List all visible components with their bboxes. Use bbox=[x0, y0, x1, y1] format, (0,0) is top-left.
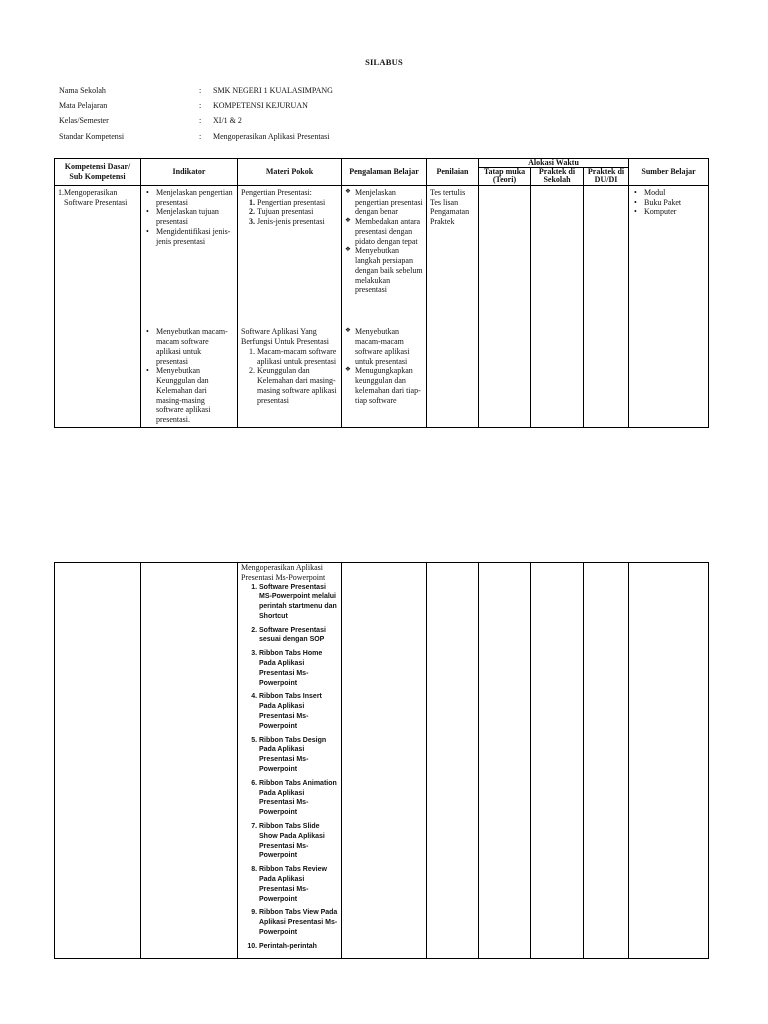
col-header-tatap: Tatap muka (Teori) bbox=[479, 168, 531, 186]
list-item: 10. Perintah-perintah bbox=[259, 942, 338, 952]
col-header-indikator: Indikator bbox=[141, 159, 238, 186]
info-row-standard bbox=[59, 132, 333, 147]
info-label: Mata Pelajaran bbox=[59, 101, 108, 111]
list-item: ❖ Menugungkapkan keunggulan dan kelemahan dari tiap-tiap software bbox=[355, 366, 423, 405]
syllabus-table-continued bbox=[54, 562, 709, 959]
info-value: KOMPETENSI KEJURUAN bbox=[213, 101, 308, 111]
materi-list bbox=[241, 583, 338, 952]
col-header-materi: Materi Pokok bbox=[238, 159, 342, 186]
penilaian-item: Pengamatan bbox=[430, 207, 470, 217]
list-item: • Menyebutkan macam-macam software aplikasi untuk presentasi bbox=[156, 327, 234, 366]
materi-list bbox=[241, 198, 338, 227]
materi-cell bbox=[238, 563, 342, 959]
praktek-sekolah-cell bbox=[531, 185, 584, 325]
col-header-praktek-sekolah: Praktek di Sekolah bbox=[531, 168, 584, 186]
list-item: 2. Keunggulan dan Kelemahan dari masing-masing software aplikasi presentasi bbox=[257, 366, 338, 405]
list-item: ❖ Menyebutkan langkah persiapan dengan baik sebelum melakukan presentasi bbox=[355, 246, 423, 295]
list-item: 1. Software Presentasi MS-Powerpoint melalui perintah startmenu dan Shortcut bbox=[259, 583, 338, 622]
kd-cell bbox=[55, 185, 141, 325]
list-item: • Menjelaskan tujuan presentasi bbox=[156, 207, 234, 227]
list-item: 8. Ribbon Tabs Review Pada Aplikasi Presentasi Ms-Powerpoint bbox=[259, 865, 338, 904]
list-item: 4. Ribbon Tabs Insert Pada Aplikasi Presentasi Ms-Powerpoint bbox=[259, 692, 338, 731]
info-value: SMK NEGERI 1 KUALASIMPANG bbox=[213, 86, 333, 95]
table-row bbox=[55, 563, 709, 959]
praktek-dudi-cell bbox=[584, 185, 629, 325]
sumber-cell bbox=[629, 325, 709, 427]
document-title: SILABUS bbox=[365, 57, 403, 67]
penilaian-cell bbox=[427, 325, 479, 427]
kd-number: 1. bbox=[58, 187, 64, 197]
materi-title: Software Aplikasi Yang Berfungsi Untuk Presentasi bbox=[241, 327, 329, 347]
list-item: 1. Macam-macam software aplikasi untuk presentasi bbox=[257, 347, 338, 367]
info-colon: : bbox=[199, 131, 202, 141]
syllabus-table bbox=[54, 158, 709, 428]
praktek-dudi-cell bbox=[584, 325, 629, 427]
sumber-cell bbox=[629, 563, 709, 959]
kd-item bbox=[58, 188, 137, 208]
indikator-cell bbox=[141, 563, 238, 959]
materi-title: Mengoperasikan Aplikasi Presentasi Ms-Powerpoint bbox=[241, 563, 326, 582]
penilaian-item: Tes lisan bbox=[430, 197, 459, 207]
list-item: • Buku Paket bbox=[644, 198, 705, 208]
info-label: Nama Sekolah bbox=[59, 86, 106, 95]
col-header-pengalaman: Pengalaman Belajar bbox=[342, 159, 427, 186]
list-item: 5. Ribbon Tabs Design Pada Aplikasi Presentasi Ms-Powerpoint bbox=[259, 736, 338, 775]
praktek-sekolah-cell bbox=[531, 563, 584, 959]
list-item: 2. Tujuan presentasi bbox=[257, 207, 338, 217]
info-label: Standar Kompetensi bbox=[59, 131, 125, 141]
info-row-school bbox=[59, 86, 333, 101]
indikator-list bbox=[144, 327, 234, 425]
info-block bbox=[59, 86, 333, 147]
col-header-sumber: Sumber Belajar bbox=[629, 159, 709, 186]
info-colon: : bbox=[199, 116, 202, 126]
info-row-class bbox=[59, 116, 333, 131]
sumber-list bbox=[632, 188, 705, 217]
list-item: 6. Ribbon Tabs Animation Pada Aplikasi Presentasi Ms-Powerpoint bbox=[259, 779, 338, 818]
info-value: Mengoperasikan Aplikasi Presentasi bbox=[213, 131, 330, 141]
list-item: • Modul bbox=[644, 188, 705, 198]
pengalaman-cell bbox=[342, 185, 427, 325]
pengalaman-list bbox=[345, 188, 423, 295]
col-header-alokasi: Alokasi Waktu bbox=[479, 159, 629, 168]
col-header-penilaian: Penilaian bbox=[427, 159, 479, 186]
kd-cell bbox=[55, 325, 141, 427]
info-value: XI/1 & 2 bbox=[213, 116, 242, 126]
list-item: • Menyebutkan Keunggulan dan Kelemahan dari masing-masing software aplikasi presentasi. bbox=[156, 366, 234, 425]
list-item: ❖ Menjelaskan pengertian presentasi dengan benar bbox=[355, 188, 423, 217]
info-colon: : bbox=[199, 101, 202, 111]
materi-cell bbox=[238, 185, 342, 325]
penilaian-cell bbox=[427, 563, 479, 959]
penilaian-cell bbox=[427, 185, 479, 325]
kd-cell bbox=[55, 563, 141, 959]
info-label: Kelas/Semester bbox=[59, 116, 109, 126]
tatap-cell bbox=[479, 563, 531, 959]
materi-list bbox=[241, 347, 338, 406]
indikator-cell bbox=[141, 185, 238, 325]
sumber-cell bbox=[629, 185, 709, 325]
tatap-cell bbox=[479, 325, 531, 427]
list-item: 1. Pengertian presentasi bbox=[257, 198, 338, 208]
indikator-list bbox=[144, 188, 234, 247]
penilaian-item: Tes tertulis bbox=[430, 187, 466, 197]
penilaian-item: Praktek bbox=[430, 217, 455, 227]
pengalaman-list bbox=[345, 327, 423, 405]
info-colon: : bbox=[199, 86, 202, 95]
info-row-subject bbox=[59, 101, 333, 116]
pengalaman-cell bbox=[342, 325, 427, 427]
praktek-dudi-cell bbox=[584, 563, 629, 959]
kd-text: Mengoperasikan Software Presentasi bbox=[64, 187, 128, 207]
list-item: • Mengidentifikasi jenis-jenis presentasi bbox=[156, 227, 234, 247]
list-item: ❖ Menyebutkan macam-macam software aplikasi untuk presentasi bbox=[355, 327, 423, 366]
col-header-kd: Kompetensi Dasar/ Sub Kompetensi bbox=[55, 159, 141, 186]
list-item: 9. Ribbon Tabs View Pada Aplikasi Presentasi Ms-Powerpoint bbox=[259, 908, 338, 937]
list-item: • Menjelaskan pengertian presentasi bbox=[156, 188, 234, 208]
table-row bbox=[55, 325, 709, 427]
tatap-cell bbox=[479, 185, 531, 325]
list-item: 7. Ribbon Tabs Slide Show Pada Aplikasi Presentasi Ms-Powerpoint bbox=[259, 822, 338, 861]
list-item: 2. Software Presentasi sesuai dengan SOP bbox=[259, 626, 338, 646]
list-item: • Komputer bbox=[644, 207, 705, 217]
list-item: 3. Ribbon Tabs Home Pada Aplikasi Presentasi Ms-Powerpoint bbox=[259, 649, 338, 688]
list-item: ❖ Membedakan antara presentasi dengan pidato dengan tepat bbox=[355, 217, 423, 246]
materi-cell bbox=[238, 325, 342, 427]
praktek-sekolah-cell bbox=[531, 325, 584, 427]
pengalaman-cell bbox=[342, 563, 427, 959]
table-row bbox=[55, 185, 709, 325]
list-item: 3. Jenis-jenis presentasi bbox=[257, 217, 338, 227]
col-header-praktek-dudi: Praktek di DU/DI bbox=[584, 168, 629, 186]
materi-title: Pengertian Presentasi: bbox=[241, 187, 312, 197]
indikator-cell bbox=[141, 325, 238, 427]
